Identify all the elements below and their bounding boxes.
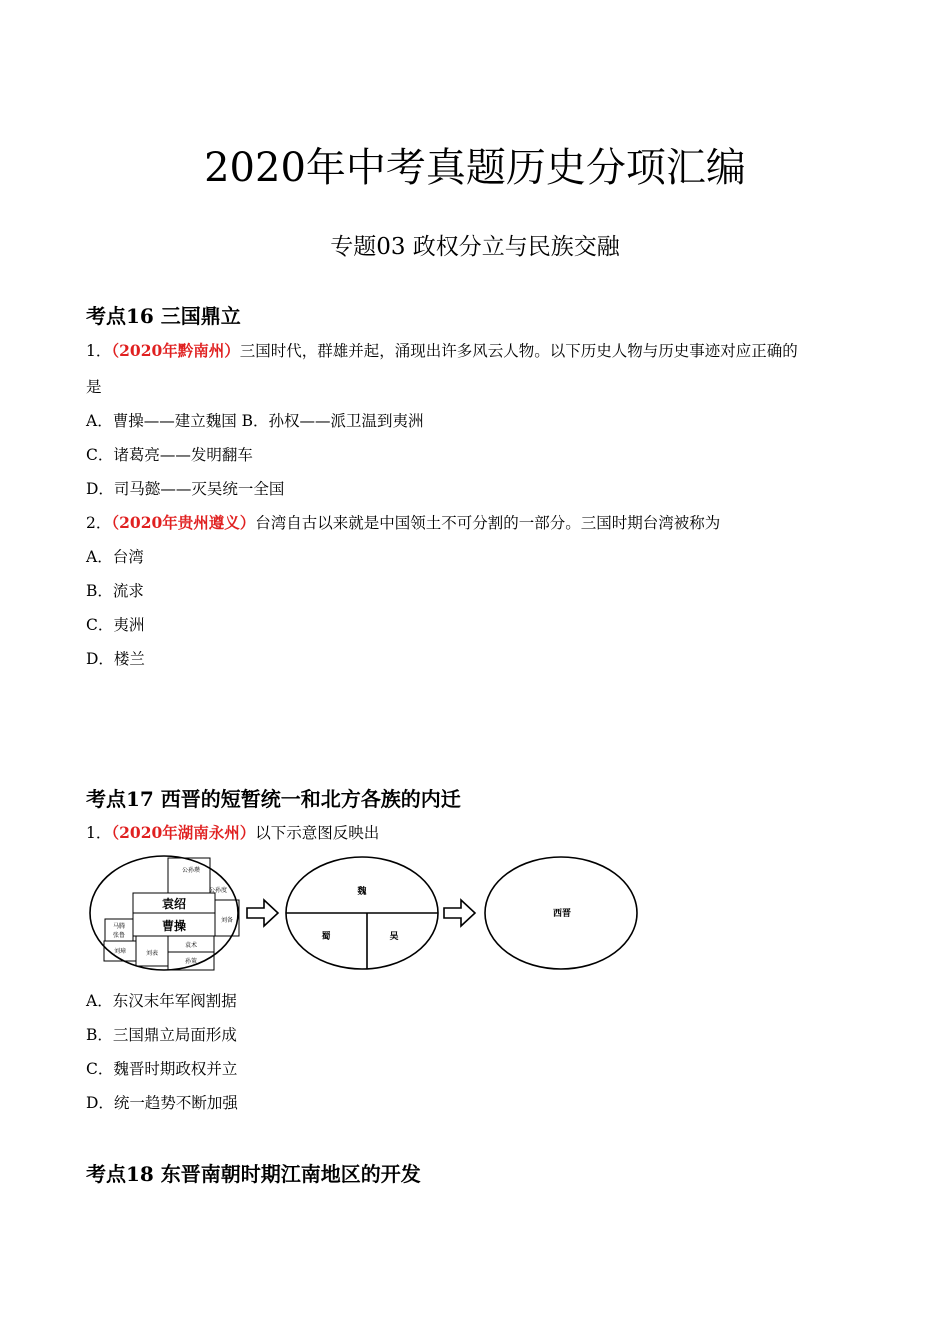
question-source: （2020年黔南州） <box>111 341 240 360</box>
option-line: D．楼兰 <box>86 650 145 668</box>
label-zhanglu: 张鲁 <box>112 932 126 939</box>
label-shu: 蜀 <box>321 932 331 942</box>
option-line: B．流求 <box>86 582 144 600</box>
question-stem <box>86 821 379 843</box>
option-line: A．东汉末年军阀割据 <box>86 992 237 1010</box>
label-xijin: 西晋 <box>552 909 572 919</box>
section-heading-18: 考点18 东晋南朝时期江南地区的开发 <box>86 1162 421 1186</box>
label-wei: 魏 <box>357 887 367 897</box>
question-text: 三国时代，群雄并起，涌现出许多风云人物。以下历史人物与历史事迹对应正确的 <box>239 342 798 360</box>
question-number: 1． <box>86 824 112 842</box>
arrow-right-icon <box>247 900 278 926</box>
question-text: 台湾自古以来就是中国领土不可分割的一部分。三国时期台湾被称为 <box>255 514 721 532</box>
region-box <box>168 858 210 893</box>
label-yuanshu: 袁术 <box>184 942 198 949</box>
question-source: （2020年湖南永州） <box>111 823 256 842</box>
option-line: A．曹操——建立魏国 B．孙权——派卫温到夷洲 <box>86 412 424 430</box>
question-number: 2． <box>86 514 112 532</box>
page-title: 2020年中考真题历史分项汇编 <box>204 145 746 191</box>
label-sunce: 孙策 <box>184 958 198 965</box>
historical-diagram <box>86 852 646 976</box>
question-text-continued: 是 <box>86 378 102 396</box>
label-mateng: 马腾 <box>112 923 126 930</box>
label-liubiao: 刘表 <box>145 950 159 957</box>
label-wu: 吴 <box>389 932 399 942</box>
label-caocao: 曹操 <box>161 919 187 933</box>
question-number: 1． <box>86 342 112 360</box>
option-line: B．三国鼎立局面形成 <box>86 1026 237 1044</box>
question-source: （2020年贵州遵义） <box>111 513 256 532</box>
question-stem <box>86 339 798 361</box>
label-gongsundu: 公孙度 <box>208 887 228 894</box>
option-line: C．夷洲 <box>86 616 145 634</box>
option-line: D．司马懿——灭吴统一全国 <box>86 480 285 498</box>
section-heading-16: 考点16 三国鼎立 <box>86 304 241 328</box>
label-gongsunzan: 公孙瓒 <box>181 867 201 874</box>
arrow-right-icon <box>444 900 475 926</box>
option-line: C．诸葛亮——发明翻车 <box>86 446 253 464</box>
label-liubei: 刘备 <box>220 917 234 924</box>
question-stem <box>86 511 720 533</box>
label-liuzhang: 刘璋 <box>113 948 127 955</box>
page-subtitle: 专题03 政权分立与民族交融 <box>330 234 620 260</box>
option-line: A．台湾 <box>86 548 144 566</box>
question-text: 以下示意图反映出 <box>255 824 380 842</box>
section-heading-17: 考点17 西晋的短暂统一和北方各族的内迁 <box>86 787 461 811</box>
label-yuanshao: 袁绍 <box>161 897 187 911</box>
option-line: C．魏晋时期政权并立 <box>86 1060 238 1078</box>
option-line: D．统一趋势不断加强 <box>86 1094 238 1112</box>
